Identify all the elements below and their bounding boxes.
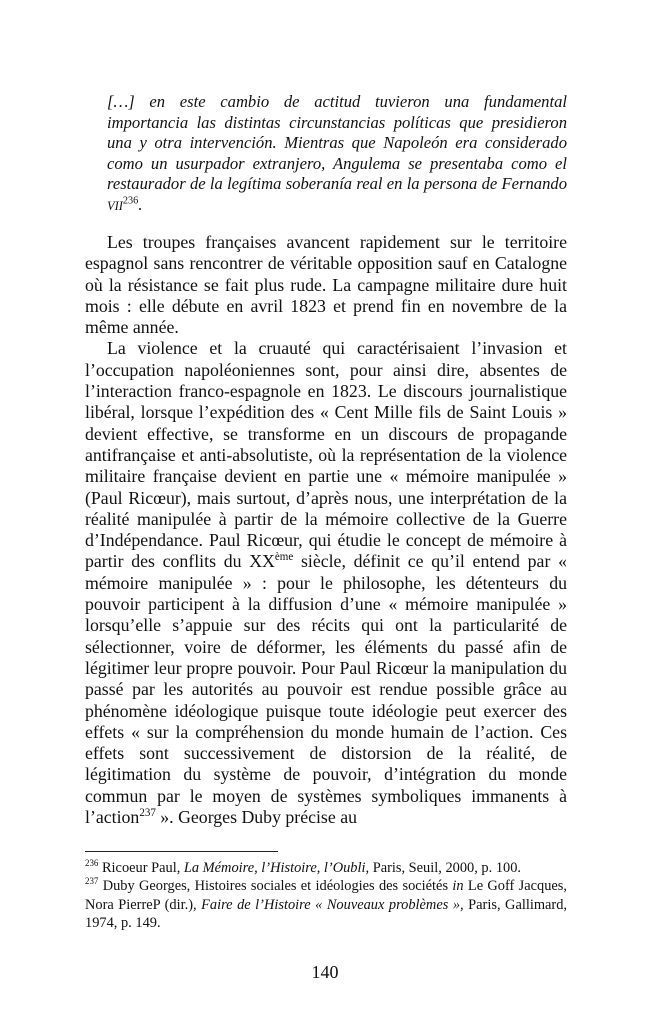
- century-superscript: ème: [274, 551, 294, 564]
- paragraph-2-part-c: ». Georges Duby précise au: [155, 807, 357, 828]
- footnote-number: 236: [85, 858, 99, 869]
- quote-numeral: VII: [107, 198, 123, 213]
- footnote-title: Faire de l’Histoire « Nouveaux problèmes »,: [201, 896, 464, 913]
- block-quote: [107, 92, 567, 216]
- footnote-publication: Paris, Gallimard, 1974, p. 149.: [85, 896, 567, 932]
- paragraph-2-part-b: siècle, définit ce qu’il entend par « mémoire manipulée » : pour le philosophe, les détenteurs du pouvoir participent à la diffusion d’une « mémoire manipulée » lorsqu’elle s’appuie sur des récits qui ont la particularité de sélectionner, voire de déformer, les éléments du passé afin de légitimer leur propre pouvoir. Pour Paul Ricœur la manipulation du passé par les autorités au pouvoir est rendue possible grâce au phénomène idéologique puisque toute idéologie peut exercer des effets « sur la compréhension du monde humain de l’action. Ces effets sont successivement de distorsion de la réalité, de légitimation du système de pouvoir, d’intégration du monde commun par le moyen de systèmes symboliques immanents à l’action: [85, 551, 567, 828]
- footnote-237: [85, 877, 567, 932]
- footnote-author: Duby Georges, Histoires sociales et idéologies des sociétés: [98, 878, 453, 895]
- footnote-editors: Le Goff Jacques, Nora PierreP (dir.),: [85, 878, 568, 913]
- quote-end: .: [138, 194, 143, 214]
- body-text: [85, 232, 567, 828]
- footnote-236: [85, 859, 567, 877]
- footnote-ref-236[interactable]: 236: [122, 194, 139, 206]
- paragraph-1: Les troupes françaises avancent rapidement sur le territoire espagnol sans rencontrer de véritable opposition sauf en Catalogne où la résistance se fait plus rude. La campagne militaire dure huit mois : elle débute en avril 1823 et prend fin en novembre de la même année.: [85, 232, 567, 338]
- footnote-separator: [85, 851, 278, 852]
- quote-text: […] en este cambio de actitud tuvieron una fundamental importancia las distintas circunstancias políticas que presidieron una y otra intervención. Mientras que Napoleón era considerado como un usurpador extranjero, Angulema se presentaba como el restaurador de la legítima soberanía real en la persona de Fernando: [107, 92, 567, 193]
- footnote-publication: Paris, Seuil, 2000, p. 100.: [369, 860, 521, 876]
- footnote-ref-237[interactable]: 237: [139, 807, 156, 820]
- page-number: 140: [311, 962, 339, 982]
- footnote-number: 237: [85, 876, 99, 887]
- footnote-in: in: [452, 878, 464, 895]
- footnote-title: La Mémoire, l’Histoire, l’Oubli,: [183, 860, 370, 876]
- paragraph-2-part-a: La violence et la cruauté qui caractérisaient l’invasion et l’occupation napoléoniennes sont, pour ainsi dire, absentes de l’interaction franco-espagnole en 1823. Le discours journalistique libéral, lorsque l’expédition des « Cent Mille fils de Saint Louis » devient effective, se transforme en un discours de propagande antifrançaise et anti-absolutiste, où la représentation de la violence militaire française devient en partie une « mémoire manipulée » (Paul Ricœur), mais surtout, d’après nous, une interprétation de la réalité manipulée à partir de la mémoire collective de la Guerre d’Indépendance. Paul Ricœur, qui étudie le concept de mémoire à partir des conflits du XX: [85, 338, 567, 572]
- footnotes: [85, 859, 567, 933]
- footnote-author: Ricoeur Paul,: [98, 860, 184, 876]
- paragraph-2: [85, 338, 567, 828]
